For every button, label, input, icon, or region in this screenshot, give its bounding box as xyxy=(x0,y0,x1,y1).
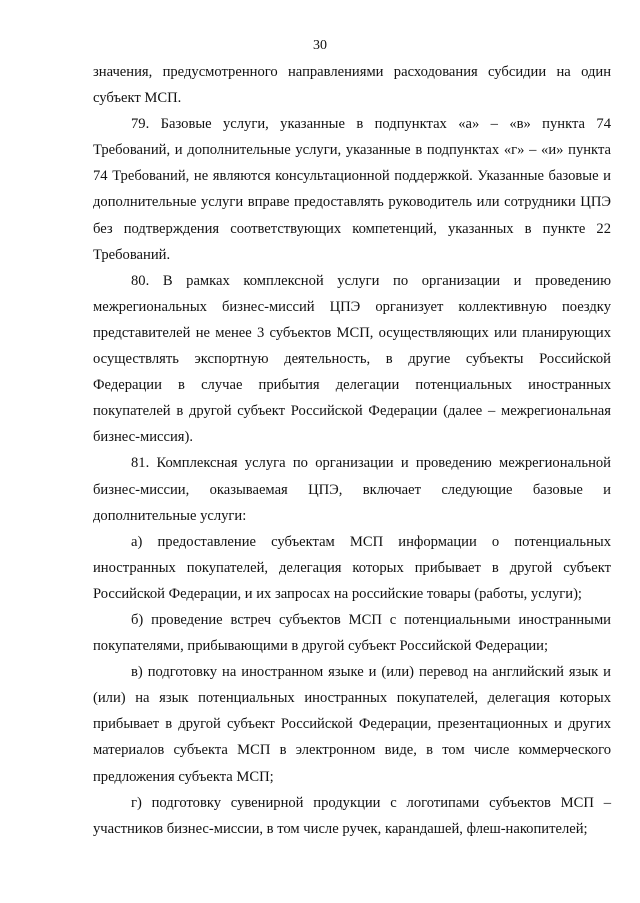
list-item-b: б) проведение встреч субъектов МСП с потенциальными иностранными покупателями, прибывающими в другой субъект Российской Федерации; xyxy=(93,611,611,655)
paragraph-80: 80. В рамках комплексной услуги по организации и проведению межрегиональных бизнес-миссий ЦПЭ организует коллективную поездку представителей не менее 3 субъектов МСП, осуществляющих или планирующих осуществлять экспортную деятельность, в другие субъекты Российской Федерации в случае прибытия делегации потенциальных иностранных покупателей в другой субъект Российской Федерации (далее – межрегиональная бизнес-миссия). xyxy=(93,272,611,446)
list-item-g: г) подготовку сувенирной продукции с логотипами субъектов МСП – участников бизнес-миссии, в том числе ручек, карандашей, флеш-накопителей; xyxy=(93,794,611,837)
paragraph-79: 79. Базовые услуги, указанные в подпунктах «а» – «в» пункта 74 Требований, и дополнительные услуги, указанные в подпунктах «г» – «и» пункта 74 Требований, не являются консультационной поддержкой. Указанные базовые и дополнительные услуги вправе предоставлять руководитель или сотрудники ЦПЭ без подтверждения соответствующих компетенций, указанных в пункте 22 Требований. xyxy=(93,116,611,263)
document-body xyxy=(93,59,611,842)
list-item-v: в) подготовку на иностранном языке и (или) перевод на английский язык и (или) на язык потенциальных иностранных покупателей, делегация которых прибывает в другой субъект Российской Федерации, презентационных и других материалов субъекта МСП в электронном виде, в том числе коммерческого предложения субъекта МСП; xyxy=(93,664,611,785)
list-item-a: а) предоставление субъектам МСП информации о потенциальных иностранных покупателей, делегация которых прибывает в другой субъект Российской Федерации, и их запросах на российские товары (работы, услуги); xyxy=(93,533,611,602)
paragraph-81: 81. Комплексная услуга по организации и проведению межрегиональной бизнес-миссии, оказываемая ЦПЭ, включает следующие базовые и дополнительные услуги: xyxy=(93,455,611,524)
paragraph-continuation: значения, предусмотренного направлениями расходования субсидии на один субъект МСП. xyxy=(93,64,611,107)
page-number: 30 xyxy=(313,38,327,53)
